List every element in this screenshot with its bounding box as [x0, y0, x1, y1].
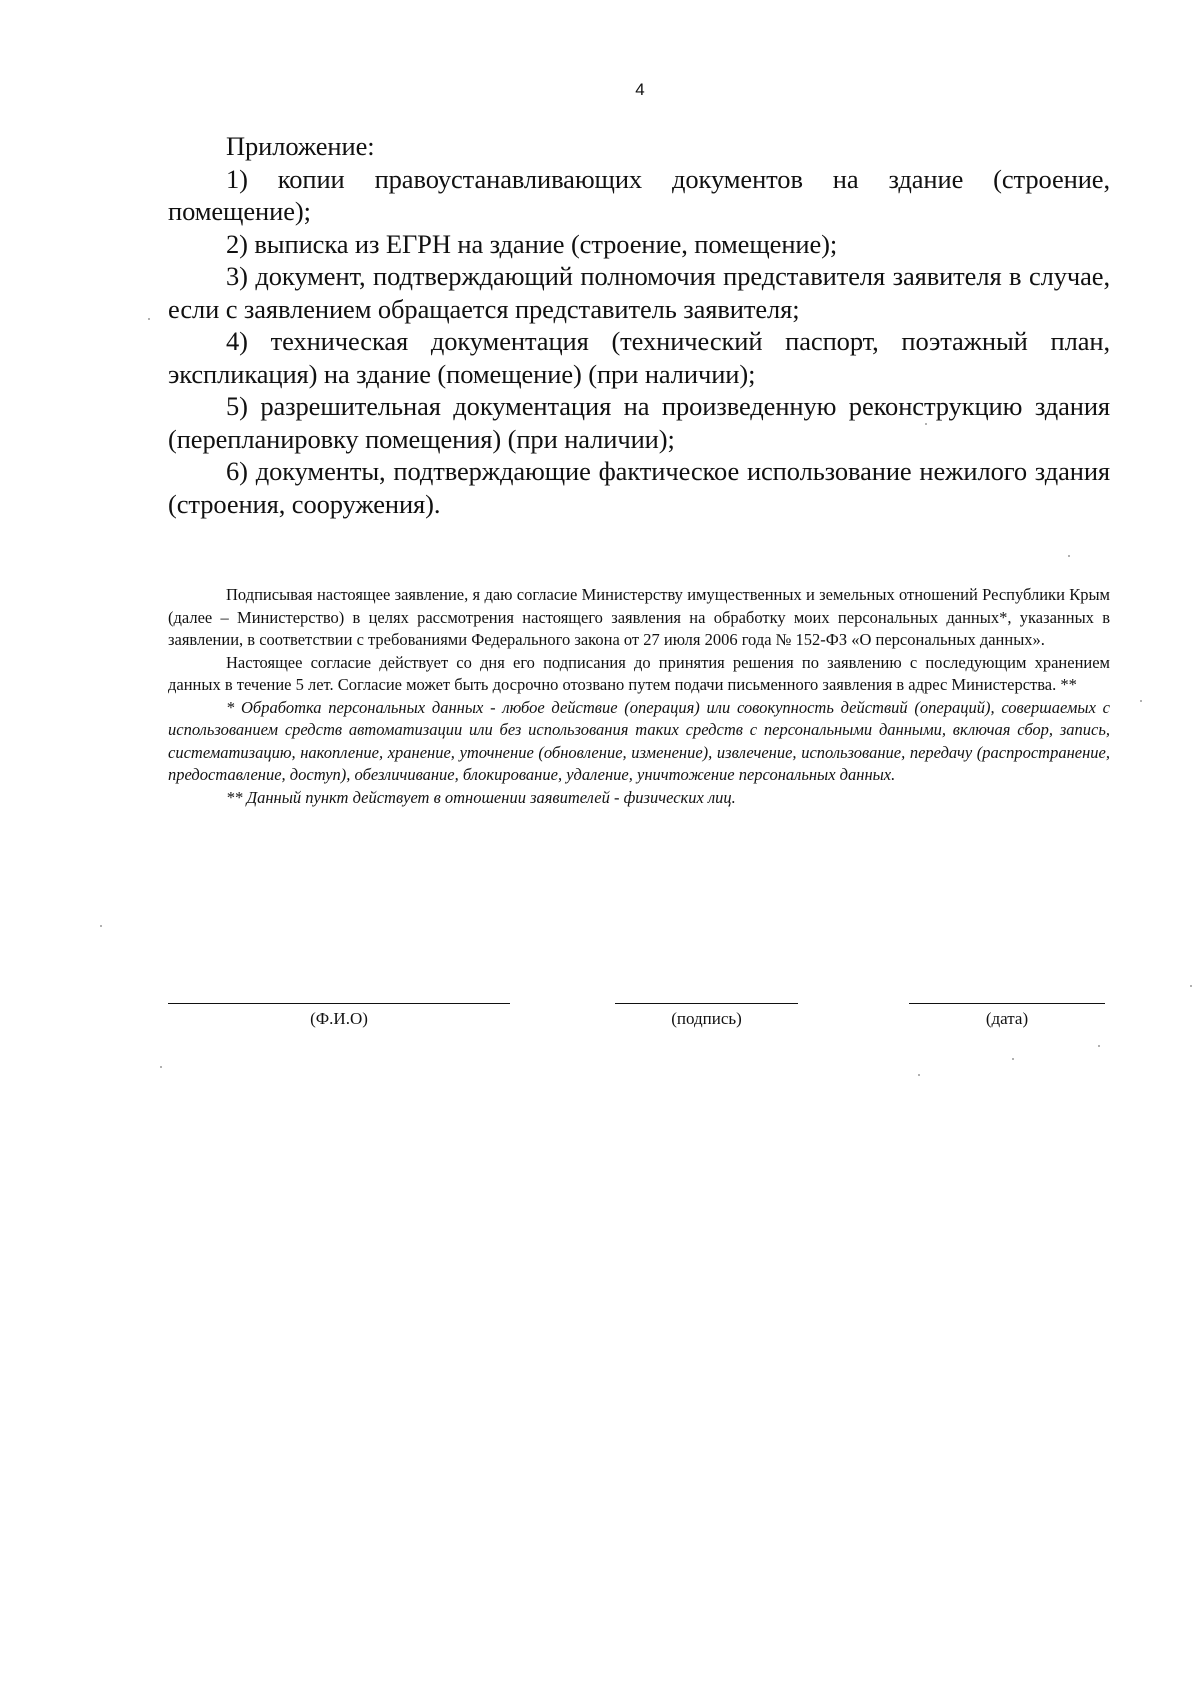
consent-section — [168, 584, 1110, 809]
scan-speck — [925, 423, 927, 425]
appendix-heading: Приложение: — [226, 131, 375, 161]
consent-paragraph: Настоящее согласие действует со дня его подписания до принятия решения по заявлению с последующим хранением данных в течение 5 лет. Согласие может быть досрочно отозвано путем подачи письменного заявления в адрес Министерства. ** — [168, 652, 1110, 694]
date-signature-line — [909, 1003, 1105, 1004]
appendix-item: 3) документ, подтверждающий полномочия представителя заявителя в случае, если с заявлением обращается представитель заявителя; — [168, 261, 1110, 324]
appendix-item: 2) выписка из ЕГРН на здание (строение, помещение); — [226, 228, 838, 259]
footnote-applicability: ** Данный пункт действует в отношении заявителей - физических лиц. — [226, 787, 736, 807]
scan-speck — [1098, 1045, 1100, 1047]
appendix-section — [168, 130, 1110, 520]
name-caption: (Ф.И.О) — [310, 1009, 368, 1028]
appendix-item: 1) копии правоустанавливающих документов на здание (строение, помещение); — [168, 163, 1110, 226]
consent-paragraph: Подписывая настоящее заявление, я даю согласие Министерству имущественных и земельных отношений Республики Крым (далее – Министерство) в целях рассмотрения настоящего заявления на обработку моих персональных данных*, указанных в заявлении, в соответствии с требованиями Федерального закона от 27 июля 2006 года № 152-ФЗ «О персональных данных». — [168, 585, 1110, 649]
signature-line — [615, 1003, 798, 1004]
date-caption: (дата) — [985, 1009, 1029, 1028]
name-signature-line — [168, 1003, 510, 1004]
footnote-definition: * Обработка персональных данных - любое действие (операция) или совокупность действий (операций), совершаемых с использованием средств автоматизации или без использования таких средств с персональными данными, включая сбор, запись, систематизацию, накопление, хранение, уточнение (обновление, изменение), извлечение, использование, передачу (распространение, предоставление, доступ), обезличивание, блокирование, удаление, уничтожение персональных данных. — [168, 697, 1110, 784]
appendix-item: 6) документы, подтверждающие фактическое использование нежилого здания (строения, сооружения). — [168, 456, 1110, 519]
appendix-item: 4) техническая документация (технический паспорт, поэтажный план, экспликация) на здание (помещение) (при наличии); — [168, 326, 1110, 389]
scan-speck — [160, 1066, 162, 1068]
scan-speck — [1190, 985, 1192, 987]
scan-speck — [1140, 700, 1142, 702]
scan-speck — [100, 925, 102, 927]
appendix-item: 5) разрешительная документация на произведенную реконструкцию здания (перепланировку помещения) (при наличии); — [168, 391, 1110, 454]
page-number: 4 — [635, 80, 645, 99]
scan-speck — [918, 1074, 920, 1076]
scan-speck — [148, 318, 150, 320]
signature-caption: (подпись) — [671, 1009, 742, 1028]
scan-speck — [1012, 1058, 1014, 1060]
scan-speck — [1068, 555, 1070, 557]
